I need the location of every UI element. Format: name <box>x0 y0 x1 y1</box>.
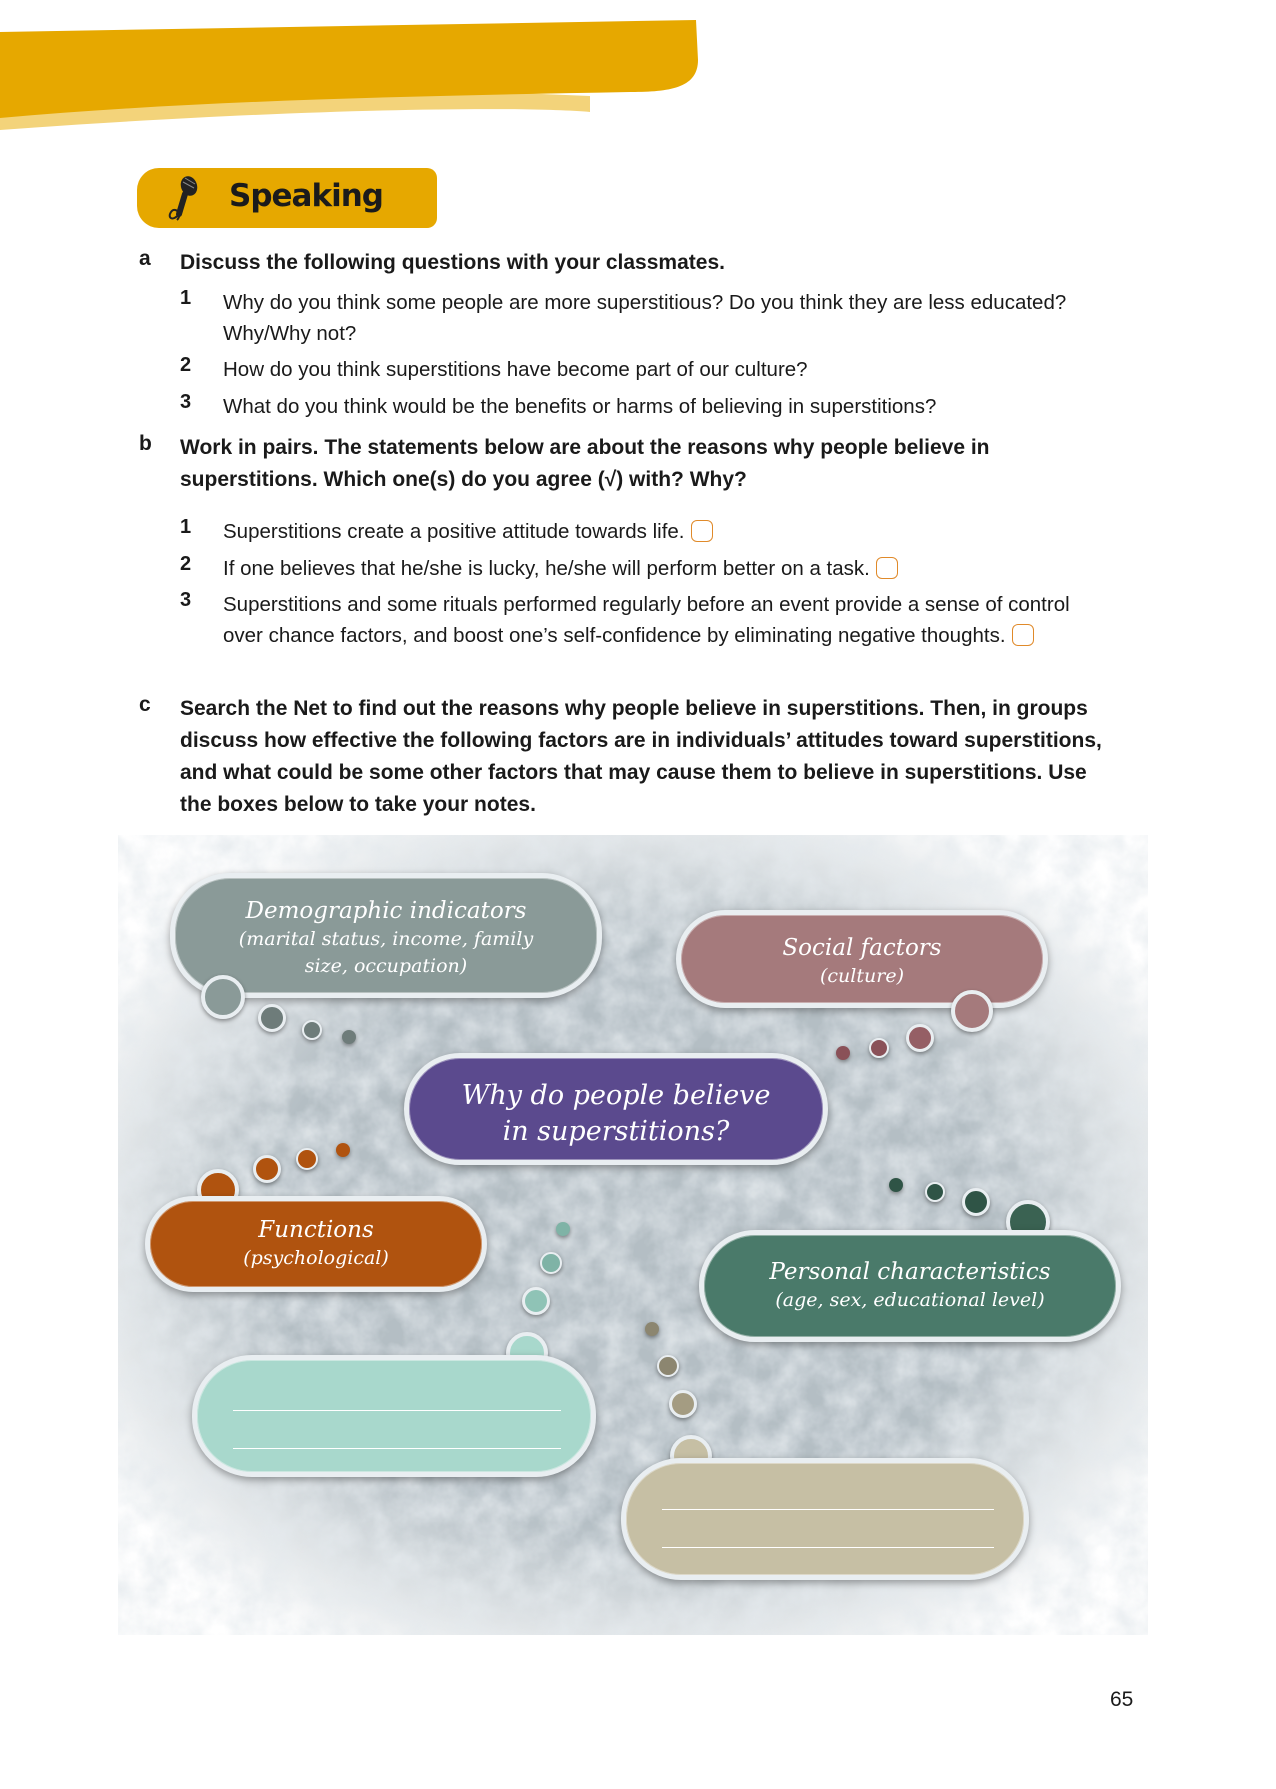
thought-dot <box>522 1287 550 1315</box>
agree-checkbox[interactable] <box>1012 624 1034 646</box>
bubble-title: Functions <box>258 1217 374 1243</box>
thought-dot <box>669 1390 697 1418</box>
section-letter: b <box>139 432 152 455</box>
bubble-subtitle: (culture) <box>820 965 904 987</box>
bubble-subtitle: size, occupation) <box>304 955 468 977</box>
section-instruction: Search the Net to find out the reasons why people believe in superstitions. Then, in groups discuss how effective the following factors are in individuals’ attitudes toward superstitions, and what could be some other factors that may cause them to believe in superstitions. Use the boxes below to take your notes. <box>180 697 1102 816</box>
thought-dot <box>253 1155 281 1183</box>
section-letter: c <box>139 693 151 716</box>
central-question-line: Why do people believe <box>461 1080 771 1111</box>
item-number: 3 <box>180 589 192 611</box>
item-text: Why do you think some people are more superstitious? Do you think they are less educated? Why/Why not? <box>223 291 1067 345</box>
thought-dot <box>836 1046 850 1060</box>
note-line <box>233 1448 561 1449</box>
section-title: Speaking <box>229 178 383 214</box>
thought-dot <box>302 1020 322 1040</box>
personal-characteristics-bubble <box>699 1230 1121 1342</box>
bubble-title: Personal characteristics <box>769 1259 1051 1285</box>
blank-notes-bubble-left[interactable] <box>192 1355 596 1477</box>
thought-dot <box>556 1222 570 1236</box>
thought-dot <box>962 1188 990 1216</box>
speaking-section-header <box>137 168 437 228</box>
item-number: 3 <box>180 391 192 413</box>
item-number: 1 <box>180 516 192 538</box>
central-question-bubble <box>404 1053 828 1165</box>
functions-bubble <box>145 1196 487 1292</box>
thought-dot <box>258 1004 286 1032</box>
bubble-subtitle: (psychological) <box>243 1247 389 1269</box>
item-text: Superstitions and some rituals performed regularly before an event provide a sense of control over chance factors, and boost one’s self-confidence by eliminating negative thoughts. <box>223 593 1070 647</box>
thought-dot <box>336 1143 350 1157</box>
thought-dot <box>869 1038 889 1058</box>
section-letter: a <box>139 247 151 270</box>
page-number: 65 <box>1110 1688 1134 1711</box>
bubble-title: Demographic indicators <box>245 898 527 924</box>
note-line <box>662 1547 994 1548</box>
thought-dot <box>925 1182 945 1202</box>
item-text: If one believes that he/she is lucky, he/she will perform better on a task. <box>223 553 1083 584</box>
blank-notes-bubble-right[interactable] <box>621 1458 1029 1580</box>
thought-dot <box>645 1322 659 1336</box>
bubble-subtitle: (marital status, income, family <box>238 928 534 950</box>
thought-dot <box>342 1030 356 1044</box>
thought-dot <box>657 1355 679 1377</box>
thought-dot <box>540 1252 562 1274</box>
central-question-line: in superstitions? <box>502 1116 730 1147</box>
agree-checkbox[interactable] <box>876 557 898 579</box>
item-number: 2 <box>180 354 192 376</box>
item-number: 2 <box>180 553 192 575</box>
microphone-icon <box>163 174 209 224</box>
thought-dot <box>906 1024 934 1052</box>
bubble-subtitle: (age, sex, educational level) <box>775 1289 1045 1311</box>
section-instruction: Discuss the following questions with your classmates. <box>180 251 725 274</box>
item-text: How do you think superstitions have become part of our culture? <box>223 358 808 381</box>
bubble-title: Social factors <box>782 935 942 961</box>
thought-dot <box>889 1178 903 1192</box>
item-text: Superstitions create a positive attitude towards life. <box>223 516 1083 547</box>
section-instruction: Work in pairs. The statements below are about the reasons why people believe in superstitions. Which one(s) do you agree (√) with? Why? <box>180 436 990 491</box>
item-number: 1 <box>180 287 192 309</box>
thought-dot <box>201 975 245 1019</box>
header-decor-band <box>0 0 1276 140</box>
social-factors-bubble <box>676 910 1048 1008</box>
note-line <box>233 1410 561 1411</box>
agree-checkbox[interactable] <box>691 520 713 542</box>
thought-dot <box>296 1148 318 1170</box>
thought-dot <box>951 990 993 1032</box>
item-text: What do you think would be the benefits or harms of believing in superstitions? <box>223 395 937 418</box>
note-line <box>662 1509 994 1510</box>
